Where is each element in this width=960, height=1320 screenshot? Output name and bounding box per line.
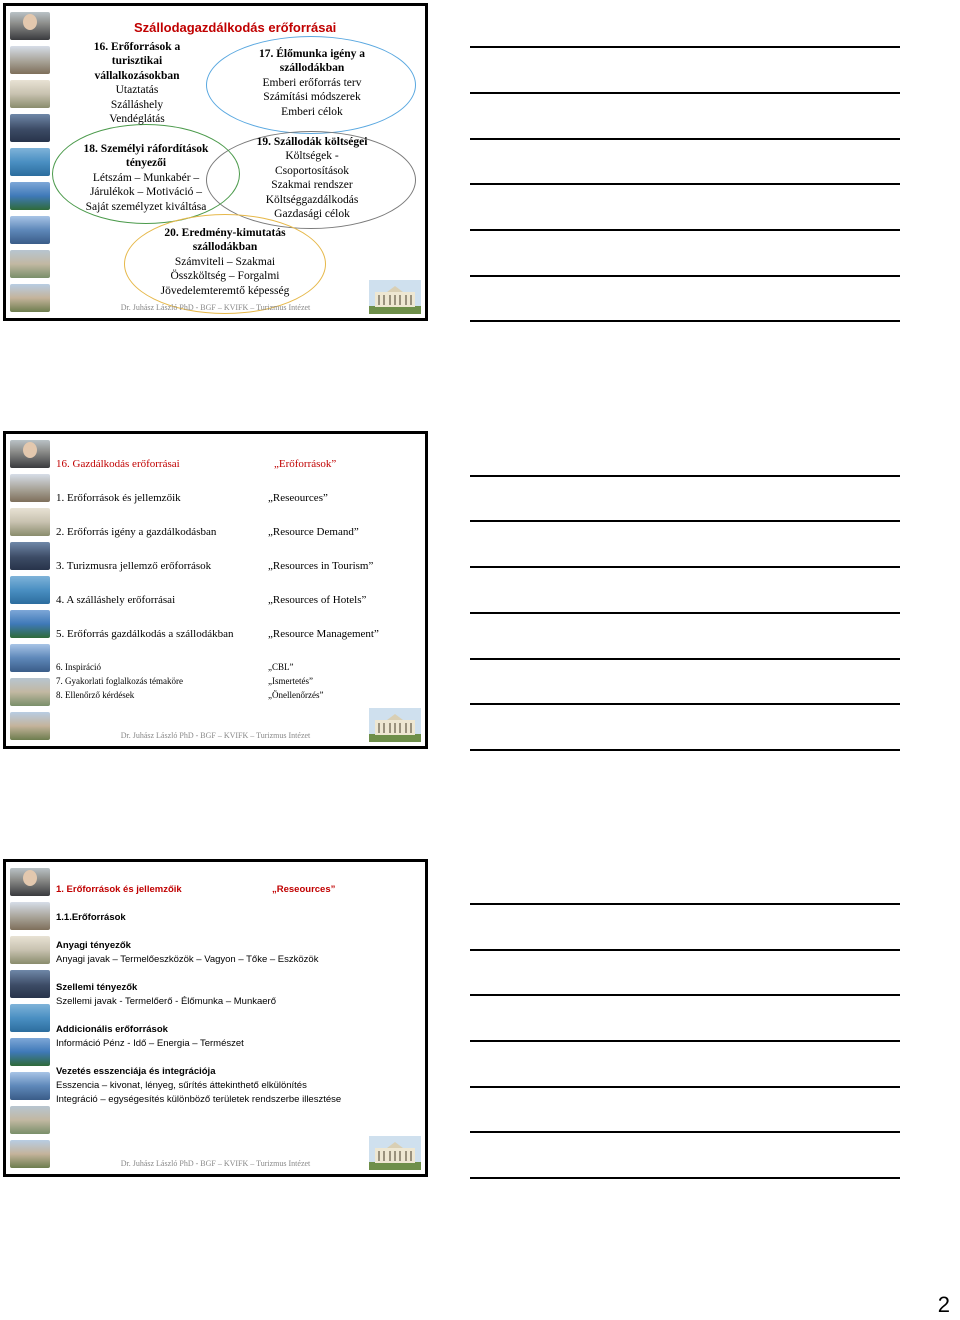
topic-right: „Reseources” xyxy=(268,492,328,504)
circle-18-text: 18. Személyi ráfordítások tényezői Létszám – Munkabér – Járulékok – Motiváció – Saját személyzet kiváltása xyxy=(83,143,209,213)
note-line xyxy=(470,138,900,140)
slide-heading: 16. Gazdálkodás erőforrásai xyxy=(56,458,180,470)
slide-heading-english: „Reseources” xyxy=(272,884,336,895)
hotel-photo-thumbnail xyxy=(10,46,50,74)
slide-heading: 1. Erőforrások és jellemzőik xyxy=(56,884,182,895)
note-line xyxy=(470,92,900,94)
section-title: Vezetés esszenciája és integrációja xyxy=(56,1066,216,1077)
section-text: Anyagi javak – Termelőeszközök – Vagyon – Tőke – Eszközök xyxy=(56,954,319,965)
hotel-photo-thumbnail xyxy=(10,114,50,142)
topic-left: 4. A szálláshely erőforrásai xyxy=(56,594,176,606)
thumbnail-strip xyxy=(10,440,50,746)
slide-footer: Dr. Juhász László PhD - BGF – KVIFK – Turizmus Intézet xyxy=(120,303,311,312)
note-line xyxy=(470,949,900,951)
section-title: Szellemi tényezők xyxy=(56,982,138,993)
topic-right: „Resources of Hotels” xyxy=(268,594,367,606)
city-photo-thumbnail xyxy=(10,1038,50,1066)
note-line xyxy=(470,903,900,905)
topic-left: 5. Erőforrás gazdálkodás a szállodákban xyxy=(56,628,234,640)
thumbnail-strip xyxy=(10,868,50,1174)
slide-subtitle: 1.1.Erőforrások xyxy=(56,912,126,923)
note-line xyxy=(470,994,900,996)
city-photo-thumbnail xyxy=(10,610,50,638)
hotel-photo-thumbnail xyxy=(10,970,50,998)
topic-left: 1. Erőforrások és jellemzőik xyxy=(56,492,181,504)
topic-right: „Resource Demand” xyxy=(268,526,359,538)
hotel-photo-thumbnail xyxy=(10,678,50,706)
hotel-photo-thumbnail xyxy=(10,644,50,672)
hotel-photo-thumbnail xyxy=(10,1072,50,1100)
note-line xyxy=(470,612,900,614)
circle-17-text: 17. Élőmunka igény a szállodákban Emberi erőforrás terv Számítási módszerek Emberi célok xyxy=(258,48,366,118)
hotel-photo-thumbnail xyxy=(10,474,50,502)
note-line xyxy=(470,320,900,322)
note-line xyxy=(470,520,900,522)
topic-left: 2. Erőforrás igény a gazdálkodásban xyxy=(56,526,217,538)
note-line xyxy=(470,183,900,185)
hotel-photo-thumbnail xyxy=(10,936,50,964)
slide-heading-english: „Erőforrások” xyxy=(274,458,337,470)
section-text: Információ Pénz - Idő – Energia – Természet xyxy=(56,1038,244,1049)
slide-3 xyxy=(3,859,428,1177)
topic-right-small: „Ismertetés” xyxy=(268,676,313,686)
topic-left-small: 8. Ellenőrző kérdések xyxy=(56,690,135,700)
section-text: Integráció – egységesítés különböző területek rendszerbe illesztése xyxy=(56,1094,342,1105)
topic-left: 3. Turizmusra jellemző erőforrások xyxy=(56,560,212,572)
section-text: Esszencia – kivonat, lényeg, sűrítés áttekinthető elkülönítés xyxy=(56,1080,307,1091)
thumbnail-strip xyxy=(10,12,50,318)
city-photo-thumbnail xyxy=(10,182,50,210)
hotel-photo-thumbnail xyxy=(10,902,50,930)
hotel-photo-thumbnail xyxy=(10,508,50,536)
note-line xyxy=(470,1086,900,1088)
pool-photo-thumbnail xyxy=(10,576,50,604)
topic-right-small: „CBL” xyxy=(268,662,294,672)
slide-footer: Dr. Juhász László PhD - BGF – KVIFK – Turizmus Intézet xyxy=(120,1159,311,1168)
note-line xyxy=(470,46,900,48)
note-line xyxy=(470,1131,900,1133)
note-line xyxy=(470,275,900,277)
topic-right: „Resources in Tourism” xyxy=(268,560,374,572)
note-line xyxy=(470,749,900,751)
topic-right: „Resource Management” xyxy=(268,628,379,640)
slide-2 xyxy=(3,431,428,749)
portrait-thumbnail xyxy=(10,868,50,896)
topic-left-small: 7. Gyakorlati foglalkozás témaköre xyxy=(56,676,183,686)
portrait-thumbnail xyxy=(10,12,50,40)
hotel-photo-thumbnail xyxy=(10,250,50,278)
page-number: 2 xyxy=(937,1292,950,1317)
hotel-photo-thumbnail xyxy=(10,1106,50,1134)
section-title: Addicionális erőforrások xyxy=(56,1024,168,1035)
circle-20-text: 20. Eredmény-kimutatás szállodákban Számviteli – Szakmai Összköltség – Forgalmi Jövedelemteremtő képesség xyxy=(160,227,290,297)
slide-1 xyxy=(3,3,428,321)
note-line xyxy=(470,658,900,660)
note-line xyxy=(470,229,900,231)
pool-photo-thumbnail xyxy=(10,1004,50,1032)
hotel-photo-thumbnail xyxy=(10,216,50,244)
note-line xyxy=(470,703,900,705)
slide-title: Szállodagazdálkodás erőforrásai xyxy=(134,20,337,35)
slide-footer: Dr. Juhász László PhD - BGF – KVIFK – Turizmus Intézet xyxy=(120,731,311,740)
pool-photo-thumbnail xyxy=(10,148,50,176)
hotel-photo-thumbnail xyxy=(10,80,50,108)
hotel-photo-thumbnail xyxy=(10,542,50,570)
topic-right-small: „Önellenőrzés” xyxy=(268,690,324,700)
section-title: Anyagi tényezők xyxy=(56,940,131,951)
circle-19-text: 19. Szállodák költségei Költségek - Csoportosítások Szakmai rendszer Költséggazdálkodás Gazdasági célok xyxy=(256,136,368,221)
topic-left-small: 6. Inspiráció xyxy=(56,662,101,672)
portrait-thumbnail xyxy=(10,440,50,468)
note-line xyxy=(470,1177,900,1179)
circle-16-text: 16. Erőforrások a turisztikai vállalkozásokban Utaztatás Szálláshely Vendéglátás xyxy=(93,41,181,126)
note-line xyxy=(470,475,900,477)
note-line xyxy=(470,1040,900,1042)
section-text: Szellemi javak - Termelőerő - Élőmunka – Munkaerő xyxy=(56,996,276,1007)
note-line xyxy=(470,566,900,568)
